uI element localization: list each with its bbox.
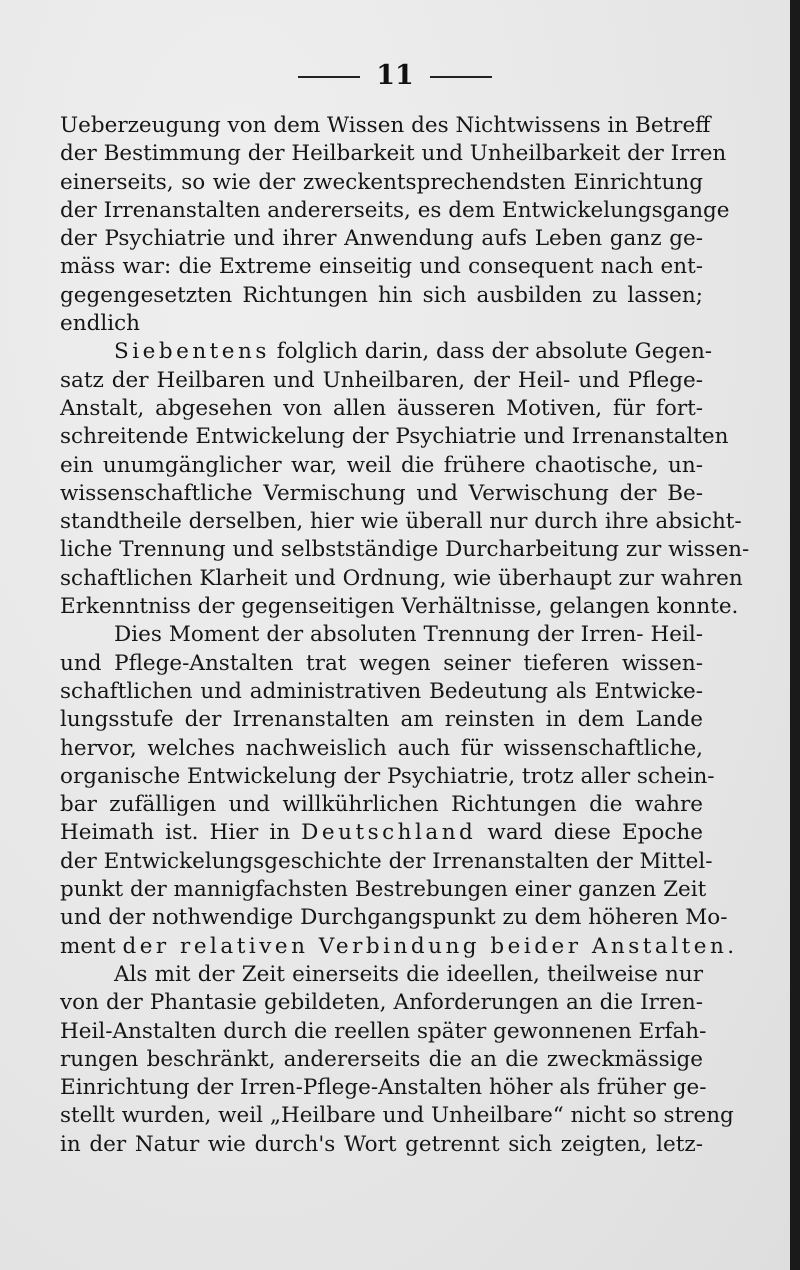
header-rule-right [430, 76, 492, 78]
text-line: mäss war: die Extreme einseitig und consequent nach ent- [60, 254, 703, 280]
text-line: hervor, welches nachweislich auch für wissenschaftliche, [60, 735, 703, 761]
text-line: Erkenntniss der gegenseitigen Verhältnisse, gelangen konnte. [60, 594, 739, 620]
page-number: 11 [376, 60, 414, 91]
text-line: ein unumgänglicher war, weil die frühere chaotische, un- [60, 452, 703, 478]
spaced-emphasis: der relativen Verbindung beider Anstalten. [122, 933, 738, 959]
body-text [60, 112, 750, 1159]
text-line: Einrichtung der Irren-Pflege-Anstalten höher als früher ge- [60, 1075, 707, 1101]
text-line: liche Trennung und selbstständige Durcharbeitung zur wissen- [60, 537, 750, 563]
text-line: Anstalt, abgesehen von allen äusseren Motiven, für fort- [60, 395, 703, 421]
text-line: Heil-Anstalten durch die reellen später gewonnenen Erfah- [60, 1018, 707, 1044]
text-line: organische Entwickelung der Psychiatrie, trotz aller schein- [60, 763, 715, 789]
text-line: Als mit der Zeit einerseits die ideellen, theilweise nur [114, 961, 703, 987]
text-line: der Irrenanstalten andererseits, es dem Entwickelungsgange [60, 197, 730, 223]
text-line: ment der relativen Verbindung beider Anstalten. [60, 933, 738, 959]
text-line: der Psychiatrie und ihrer Anwendung aufs Leben ganz ge- [60, 226, 703, 252]
text-line: und Pflege-Anstalten trat wegen seiner tieferen wissen- [60, 650, 703, 676]
text-line: Dies Moment der absoluten Trennung der Irren- Heil- [114, 622, 703, 648]
text-line: Heimath ist. Hier in Deutschland ward diese Epoche [60, 820, 703, 846]
header-rule-left [298, 76, 360, 78]
text-line: punkt der mannigfachsten Bestrebungen einer ganzen Zeit [60, 877, 707, 903]
text-line: gegengesetzten Richtungen hin sich ausbilden zu lassen; [60, 282, 703, 308]
text-line: rungen beschränkt, andererseits die an die zweckmässige [60, 1046, 703, 1072]
text-line: schaftlichen und administrativen Bedeutung als Entwicke- [60, 678, 703, 704]
text-line: der Bestimmung der Heilbarkeit und Unheilbarkeit der Irren [60, 141, 727, 167]
text-line: wissenschaftliche Vermischung und Verwischung der Be- [60, 480, 703, 506]
text-line: stellt wurden, weil „Heilbare und Unheilbare“ nicht so streng [60, 1103, 734, 1129]
spaced-emphasis: Deutschland [301, 820, 477, 846]
spaced-emphasis: Siebentens [114, 339, 270, 365]
text-line: in der Natur wie durch's Wort getrennt sich zeigten, letz- [60, 1131, 703, 1157]
text-line: Siebentens folglich darin, dass der absolute Gegen- [114, 339, 713, 365]
text-line: der Entwickelungsgeschichte der Irrenanstalten der Mittel- [60, 848, 713, 874]
text-line: einerseits, so wie der zweckentsprechendsten Einrichtung [60, 169, 703, 195]
text-line: schreitende Entwickelung der Psychiatrie und Irrenanstalten [60, 424, 729, 450]
text-line: von der Phantasie gebildeten, Anforderungen an die Irren- [60, 990, 703, 1016]
text-line: bar zufälligen und willkührlichen Richtungen die wahre [60, 792, 703, 818]
text-line: und der nothwendige Durchgangspunkt zu dem höheren Mo- [60, 905, 728, 931]
text-line: schaftlichen Klarheit und Ordnung, wie überhaupt zur wahren [60, 565, 743, 591]
text-line: endlich [60, 311, 140, 337]
text-line: Ueberzeugung von dem Wissen des Nichtwissens in Betreff [60, 113, 711, 138]
page-header [0, 60, 790, 91]
text-line: satz der Heilbaren und Unheilbaren, der Heil- und Pflege- [60, 367, 703, 393]
text-line: standtheile derselben, hier wie überall nur durch ihre absicht- [60, 509, 742, 535]
text-line: lungsstufe der Irrenanstalten am reinsten in dem Lande [60, 707, 703, 733]
